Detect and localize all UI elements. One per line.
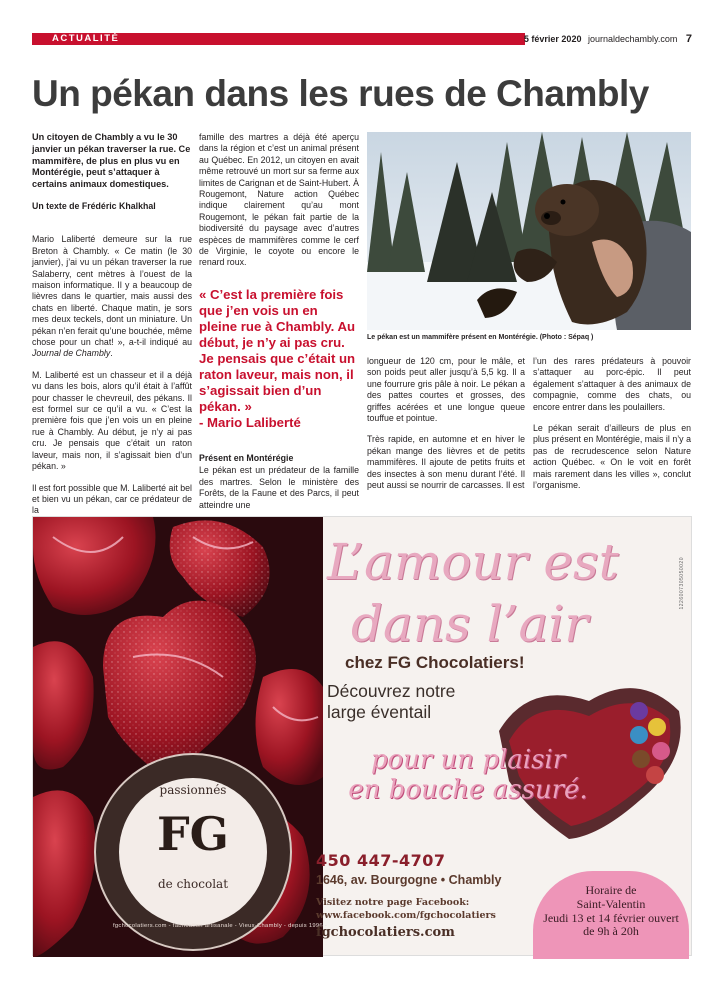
article-photo — [367, 132, 691, 330]
ad-discover-line2: large éventail — [327, 702, 432, 722]
ad-tagline-line1: pour un plaisir — [370, 745, 566, 775]
hours-line: Saint-Valentin — [576, 896, 646, 911]
pull-quote-text: « C’est la première fois que j’en vois un en pleine rue à Chambly. Au début, je n’y ai pas cru. Je pensais que c’était un raton laveur, mais non, il s’agissait bien d’un pékan. » — [199, 286, 356, 414]
logo-ring-text: fgchocolatiers.com - fabrication artisanale - Vieux-Chambly - depuis 1996 - — [113, 923, 328, 929]
fisher-photo-illustration — [367, 132, 691, 330]
pull-quote-author: - Mario Laliberté — [199, 414, 301, 430]
article-paragraph: Le pékan serait d’ailleurs de plus en plus présent en Montérégie, mais il n’y a pas de recrudescence selon Nature action Québec. « On le voit en forêt mais rarement dans les villes », conclut l’organisme. — [533, 423, 691, 491]
article-paragraph: famille des martres a déjà été aperçu dans la région et c’est un animal présent au Québec. En 2012, un citoyen en avait même retrouvé un mort sur sa ferme aux limites de Carignan et de Saint-Hubert. À Rougemont, Nature action Québec indique clairement qu’au mont Rougemont, le pékan fait partie de la biodiversité du paysage avec d’autres espèces de mammifères comme le cerf de Virginie, le coyote ou encore le renard roux. — [199, 132, 359, 268]
chocolatier-advertisement[interactable] — [32, 516, 692, 956]
ad-headline-line2: dans l’air — [351, 595, 589, 653]
issue-date: 5 février 2020 — [523, 34, 582, 44]
photo-caption: Le pékan est un mammifère présent en Montérégie. (Photo : Sépaq ) — [367, 334, 594, 341]
article-column-4 — [533, 356, 691, 501]
article-subhead: Présent en Montérégie — [199, 452, 294, 463]
article-paragraph: Le pékan est un prédateur de la famille des martres. Selon le ministère des Forêts, de la Faune et des Parcs, il peut atteindre une — [199, 465, 359, 510]
hours-line: Jeudi 13 et 14 février ouvert — [543, 910, 679, 925]
article-column-3 — [367, 356, 525, 501]
chocolate-hearts-image — [33, 517, 328, 957]
ad-discover-line1: Découvrez notre — [327, 681, 456, 701]
pull-quote — [199, 287, 359, 431]
article-title: Un pékan dans les rues de Chambly — [32, 73, 649, 114]
ad-tagline-line2: en bouche assuré. — [348, 775, 588, 805]
article-byline: Un texte de Frédéric Khalkhal — [32, 200, 156, 211]
hours-line: de 9h à 20h — [583, 924, 639, 939]
ad-website-link[interactable]: fgchocolatiers.com — [316, 925, 455, 940]
article-column-1 — [32, 132, 192, 527]
article-column-2 — [199, 132, 359, 521]
section-label: ACTUALITÉ — [52, 33, 120, 44]
page-number: 7 — [685, 33, 692, 45]
ad-facebook-link[interactable]: www.facebook.com/fgchocolatiers — [316, 910, 496, 921]
article-paragraph: Très rapide, en automne et en hiver le pékan mange des lièvres et de petits mammifères. Il ajoute de petits fruits et des insectes à son menu durant l’été. Il peut aussi se nourrir de carcasses. Il est — [367, 434, 525, 491]
article-lead: Un citoyen de Chambly a vu le 30 janvier un pékan traverser la rue. Ce mammifère, de plus en plus vu en Montérégie, peut s’attaquer à certains animaux domestiques. — [32, 132, 191, 190]
publication-name: Journal de Chambly — [32, 348, 111, 359]
logo-letters: FG — [157, 807, 229, 861]
page-header-info — [524, 31, 692, 47]
article-paragraph: Mario Laliberté demeure sur la rue Breton à Chambly. « Ce matin (le 30 janvier), j’ai vu un pékan traverser la rue Salaberry, cent mètres à l’ouest de la maison informatique. Il y a beaucoup de lièvres dans le quartier, mais aussi des chats en liberté. Chaque matin, je sors mes deux teckels, dont un miniature. Un pékan n’en ferait qu’une bouchée, même chose pour un chat! », a-t-il indiqué au Journal de Chambly. — [32, 234, 192, 359]
hours-line: Horaire de — [585, 883, 637, 897]
article-paragraph: l’un des rares prédateurs à pouvoir s’attaquer au porc-épic. Il peut également s’attaquer à des animaux de compagnie, comme des chats, ou encore entrer dans les poulaillers. — [533, 356, 691, 412]
ad-phone[interactable]: 450 447-4707 — [316, 851, 446, 870]
logo-bottom-text: de chocolat — [157, 877, 229, 891]
ad-company: chez FG Chocolatiers! — [345, 653, 525, 672]
paragraph-text: Mario Laliberté demeure sur la rue Breton à Chambly. « Ce matin (le 30 janvier), j’ai vu un pékan traverser la rue Salaberry, cent mètres à l’ouest de la maison informatique. Il y a beaucoup de lièvres dans le quartier, mais aussi des chats en liberté. Chaque matin, je sors mes deux teckels, dont un miniature. Un pékan n’en ferait qu’une bouchée, même chose pour un chat! », a-t-il indiqué au — [32, 234, 192, 348]
logo-top-text: passionnés — [159, 783, 227, 797]
valentine-hours-badge — [533, 871, 689, 959]
ad-headline-line1: L’amour est — [327, 533, 619, 591]
ad-tagline — [333, 745, 603, 805]
ad-code: 1226007305050020 — [679, 557, 685, 610]
article-paragraph: M. Laliberté est un chasseur et il a déjà vu dans les bois, alors qu’il était à l’affût pour chasser le chevreuil, des pékans. Il est formel sur ce qu’il a vu. « C’est la première fois que j’en vois un en pleine rue à Chambly. Au début, je n’y ai pas cru. Je pensais que c’était un raton laveur, mais non, il s’agissait bien d’un pékan. » — [32, 369, 192, 472]
site-url[interactable]: journaldechambly.com — [587, 34, 678, 44]
ad-facebook-label: Visitez notre page Facebook: — [316, 897, 470, 908]
ad-address: 1646, av. Bourgogne • Chambly — [316, 873, 502, 887]
article-paragraph: Il est fort possible que M. Laliberté ait bel et bien vu un pékan, car ce prédateur de la — [32, 482, 192, 516]
article-paragraph: longueur de 120 cm, pour le mâle, et son poids peut aller jusqu’à 5,5 kg. Il a une fourrure gris pâle à noir. Le pékan a des pattes courtes et grosses, des griffes acérées et une longue queue touffue et pointue. — [367, 356, 525, 424]
